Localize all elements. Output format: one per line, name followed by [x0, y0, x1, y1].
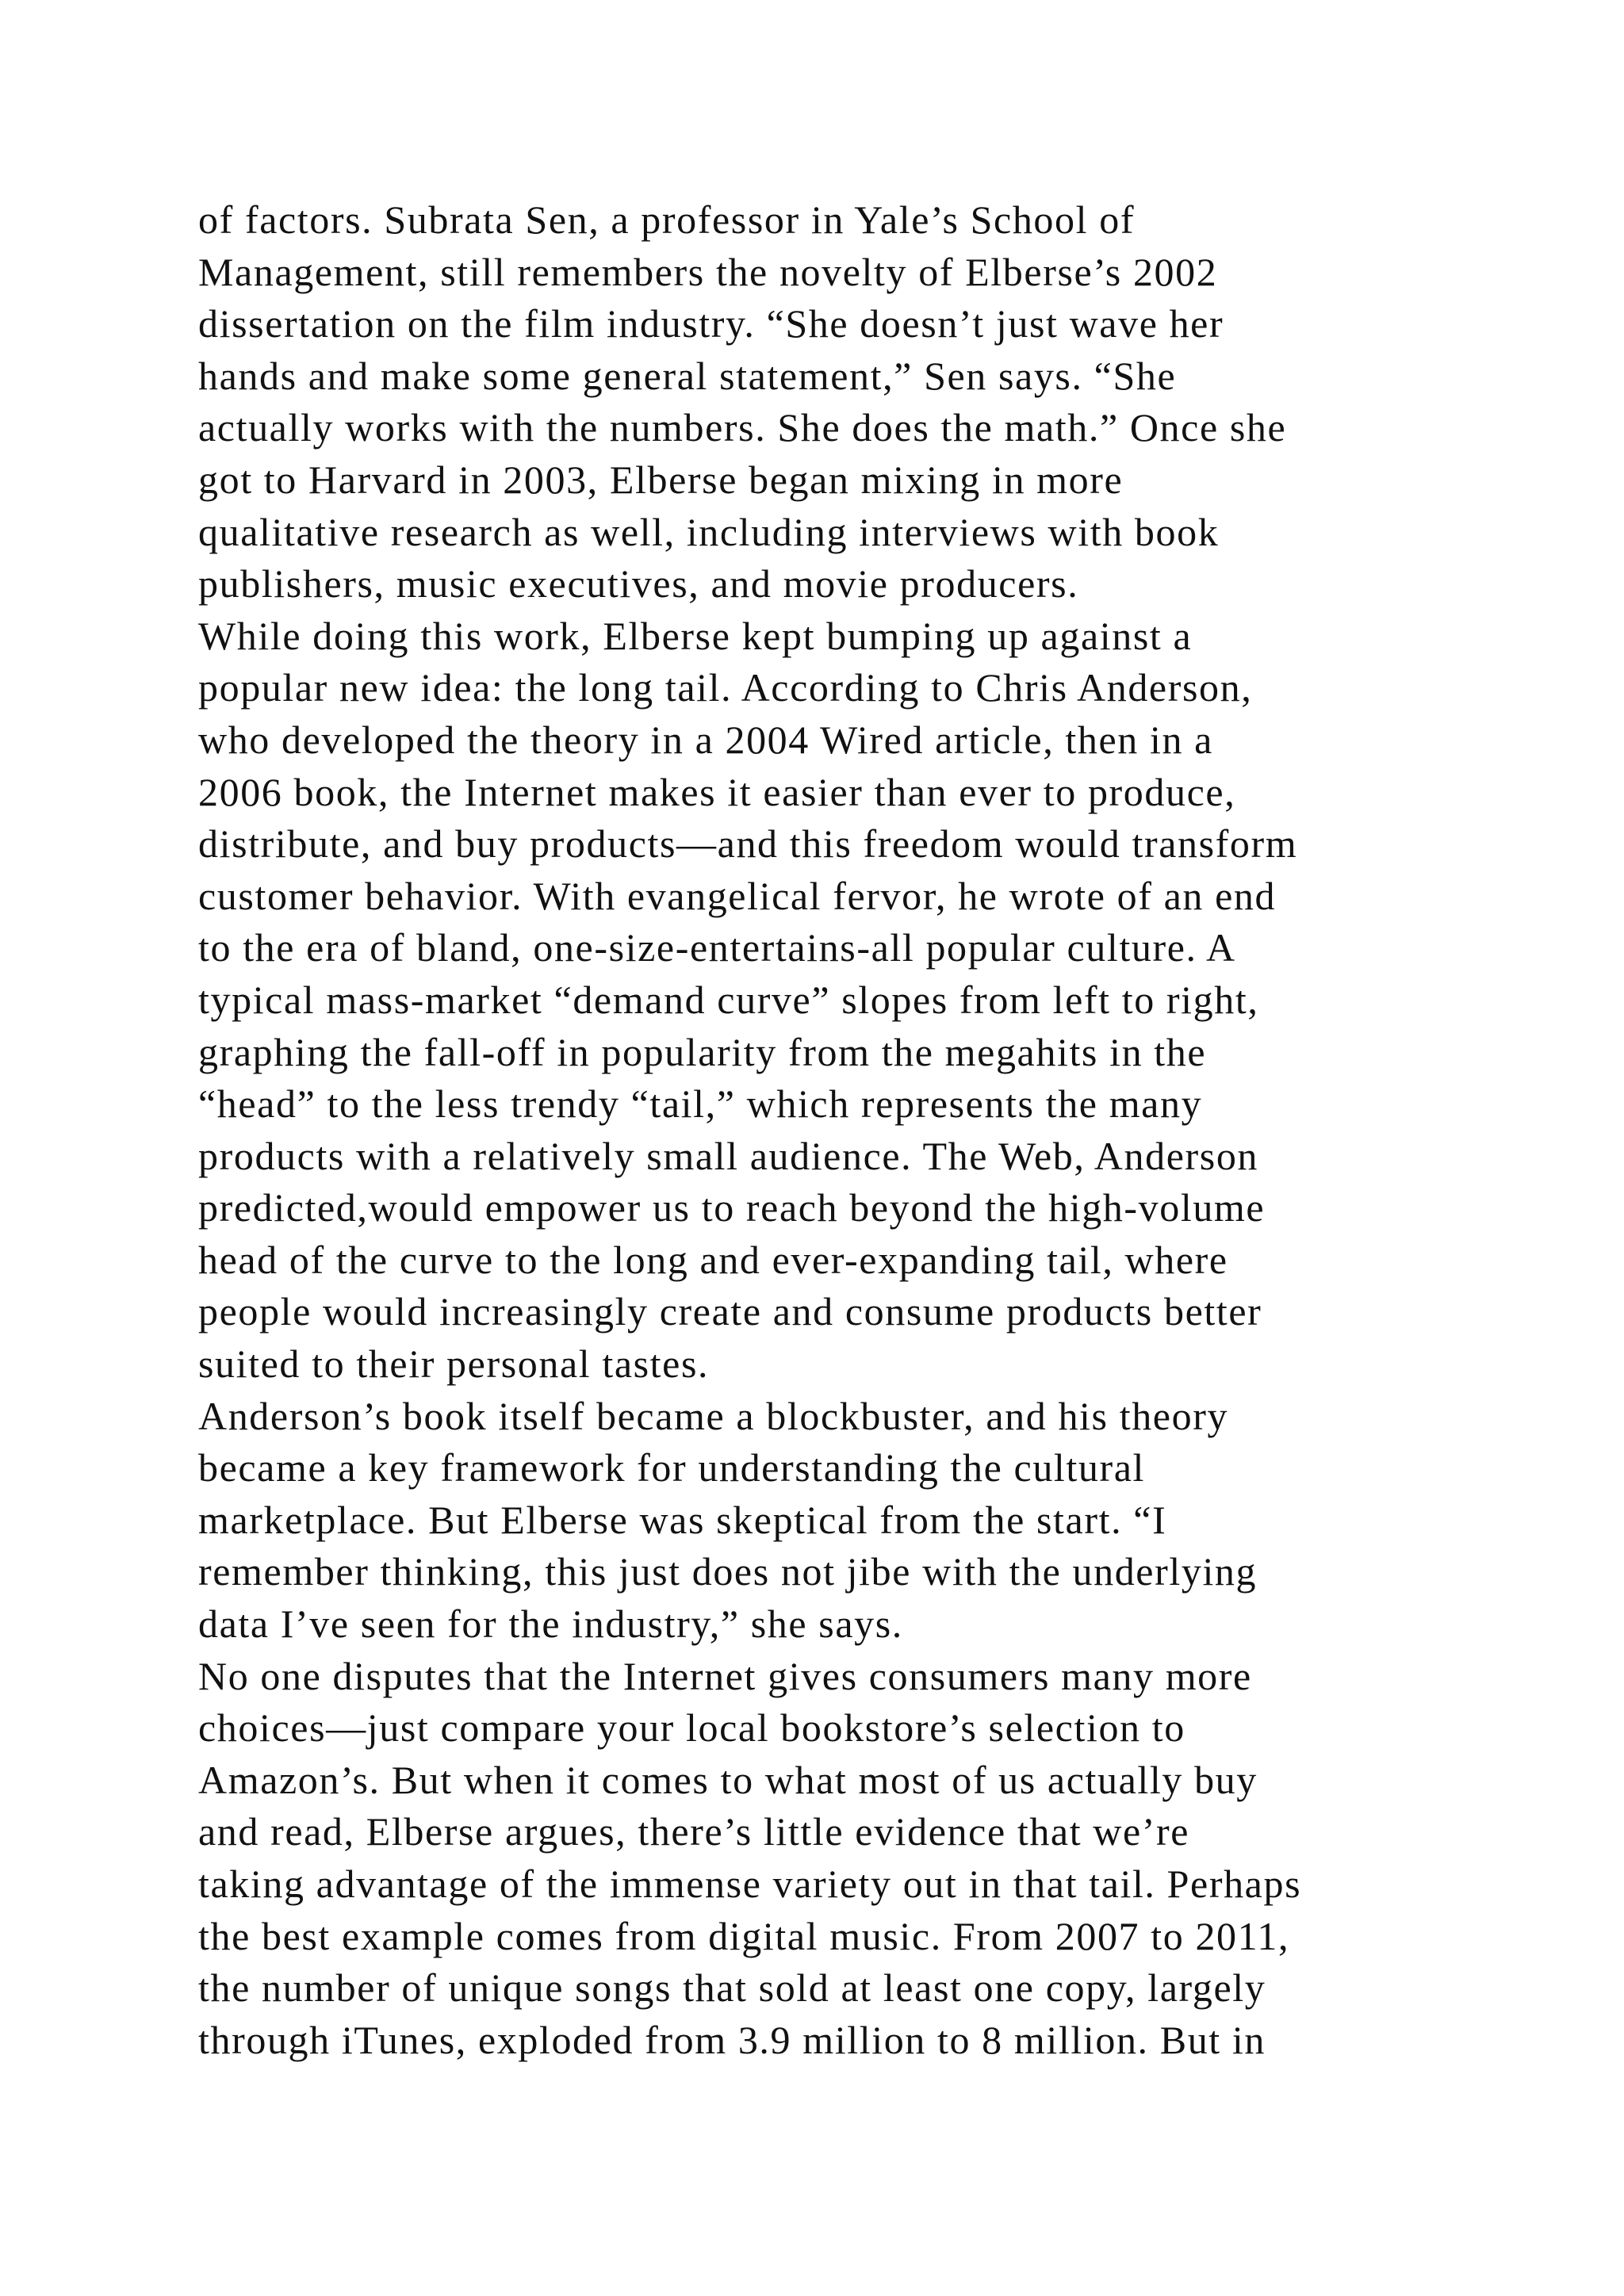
text-line: customer behavior. With evangelical fervor, he wrote of an end	[198, 873, 1277, 918]
text-line: Management, still remembers the novelty of Elberse’s 2002	[198, 249, 1218, 294]
text-line: suited to their personal tastes.	[198, 1341, 710, 1387]
text-line: predicted,would empower us to reach beyond the high-volume	[198, 1185, 1266, 1230]
text-line: taking advantage of the immense variety out in that tail. Perhaps	[198, 1862, 1302, 1906]
text-line: choices—just compare your local bookstore’s selection to	[198, 1705, 1185, 1751]
text-line: “head” to the less trendy “tail,” which represents the many	[198, 1081, 1203, 1127]
text-line: popular new idea: the long tail. According to Chris Anderson,	[198, 665, 1253, 710]
text-line: dissertation on the film industry. “She doesn’t just wave her	[198, 301, 1224, 346]
text-line: head of the curve to the long and ever-expanding tail, where	[198, 1237, 1228, 1282]
text-line: became a key framework for understanding the cultural	[198, 1445, 1146, 1490]
text-line: No one disputes that the Internet gives consumers many more	[198, 1653, 1252, 1698]
text-line: publishers, music executives, and movie producers.	[198, 561, 1079, 607]
text-line: qualitative research as well, including interviews with book	[198, 509, 1220, 554]
text-line: Amazon’s. But when it comes to what most of us actually buy	[198, 1757, 1258, 1802]
text-line: to the era of bland, one-size-entertains-all popular culture. A	[198, 925, 1236, 970]
text-line: 2006 book, the Internet makes it easier than ever to produce,	[198, 769, 1236, 814]
text-line: the best example comes from digital music. From 2007 to 2011,	[198, 1913, 1290, 1958]
text-line: of factors. Subrata Sen, a professor in Yale’s School of	[198, 197, 1136, 242]
text-line: the number of unique songs that sold at least one copy, largely	[198, 1965, 1266, 2011]
text-line: people would increasingly create and consume products better	[198, 1289, 1262, 1334]
text-line: data I’ve seen for the industry,” she says.	[198, 1601, 903, 1647]
text-line: got to Harvard in 2003, Elberse began mixing in more	[198, 457, 1124, 502]
text-line: Anderson’s book itself became a blockbuster, and his theory	[198, 1393, 1229, 1438]
text-line: products with a relatively small audience. The Web, Anderson	[198, 1133, 1259, 1178]
text-line: distribute, and buy products—and this freedom would transform	[198, 821, 1298, 867]
text-line: typical mass-market “demand curve” slopes from left to right,	[198, 977, 1259, 1022]
body-text	[198, 194, 1451, 2066]
text-line: marketplace. But Elberse was skeptical from the start. “I	[198, 1497, 1167, 1542]
text-line: through iTunes, exploded from 3.9 million to 8 million. But in	[198, 2017, 1266, 2062]
text-line: graphing the fall-off in popularity from the megahits in the	[198, 1029, 1207, 1074]
text-line: hands and make some general statement,” Sen says. “She	[198, 353, 1177, 398]
text-line: actually works with the numbers. She does the math.” Once she	[198, 405, 1287, 450]
text-line: who developed the theory in a 2004 Wired article, then in a	[198, 717, 1213, 762]
text-line: While doing this work, Elberse kept bumping up against a	[198, 613, 1193, 658]
text-line: and read, Elberse argues, there’s little evidence that we’re	[198, 1809, 1190, 1854]
text-line: remember thinking, this just does not jibe with the underlying	[198, 1549, 1258, 1594]
